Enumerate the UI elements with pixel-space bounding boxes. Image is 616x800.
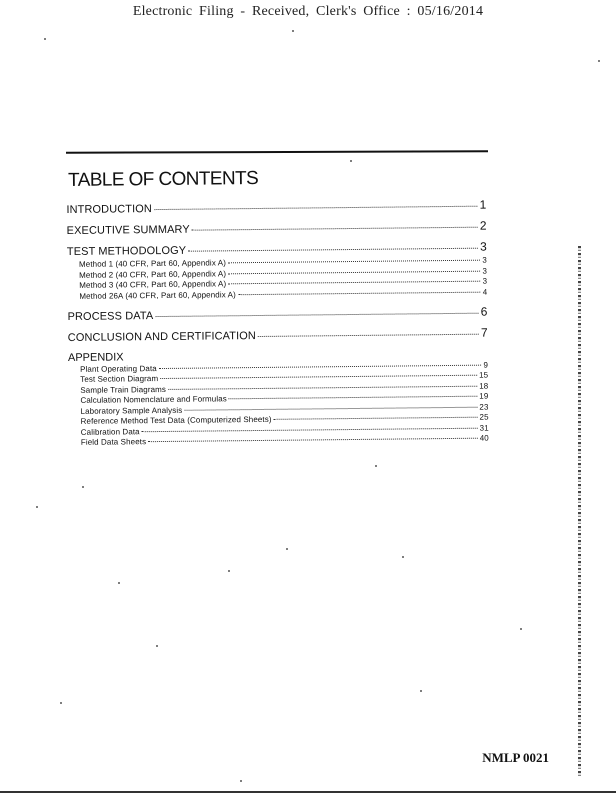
toc-subentry-page: 40 (479, 433, 489, 443)
scan-speck (520, 628, 522, 630)
dot-leader (184, 406, 477, 410)
toc-subentry-label: Method 26A (40 CFR, Part 60, Appendix A) (79, 289, 236, 301)
toc-entry-page: 3 (479, 239, 487, 254)
toc-subentry-label: Field Data Sheets (80, 437, 147, 447)
appendix-list (68, 360, 489, 447)
toc-entry-page: 7 (480, 325, 488, 340)
scan-speck (118, 582, 120, 584)
toc-subentry-page: 3 (482, 276, 488, 286)
top-rule (66, 150, 488, 153)
scan-edge-artifact (578, 246, 581, 776)
document-id: NMLP 0021 (482, 750, 549, 765)
dot-leader (154, 206, 478, 210)
toc-entry-process-data (67, 304, 487, 322)
dot-leader (159, 364, 482, 368)
toc-subentry-page: 23 (479, 402, 489, 412)
toc-entry-label: CONCLUSION AND CERTIFICATION (67, 329, 257, 344)
toc-entry-introduction (66, 198, 486, 216)
scan-speck (60, 702, 62, 704)
dot-leader (192, 227, 478, 231)
dot-leader (228, 260, 480, 264)
dot-leader (168, 385, 477, 389)
toc-entry-conclusion (68, 325, 488, 343)
toc-entry-page: 1 (479, 197, 487, 212)
scan-speck (598, 60, 600, 62)
scan-speck (350, 160, 352, 162)
scan-speck (156, 645, 158, 647)
toc-subentry-label: Sample Train Diagrams (80, 384, 167, 395)
toc-subentry-page: 3 (482, 255, 488, 265)
toc-entry-label: EXECUTIVE SUMMARY (66, 223, 190, 237)
toc-entry-label: TEST METHODOLOGY (66, 244, 187, 258)
table-of-contents (66, 166, 489, 449)
toc-subentry-label: Calculation Nomenclature and Formulas (80, 394, 227, 405)
dot-leader (142, 427, 478, 432)
toc-subentry-page: 25 (479, 412, 489, 422)
methods-list (67, 256, 487, 301)
scan-speck (286, 548, 288, 550)
dot-leader (188, 248, 478, 252)
dot-leader (274, 417, 478, 420)
toc-subentry-page: 18 (479, 381, 489, 391)
scan-speck (402, 556, 404, 558)
toc-entry-page: 2 (479, 218, 487, 233)
toc-title: TABLE OF CONTENTS (67, 167, 259, 191)
dot-leader (160, 375, 477, 379)
toc-subentry-page: 3 (482, 266, 488, 276)
scan-speck (228, 570, 230, 572)
toc-subentry-label: Calibration Data (80, 426, 140, 437)
toc-entry-executive-summary (67, 219, 487, 237)
scan-speck (375, 465, 377, 467)
toc-subentry-label: Test Section Diagram (80, 374, 159, 384)
scan-speck (240, 780, 242, 782)
dot-leader (228, 281, 480, 285)
toc-subentry-label: Laboratory Sample Analysis (80, 405, 183, 416)
dot-leader (148, 438, 478, 442)
toc-subentry-page: 9 (483, 360, 489, 370)
toc-subentry-label: Plant Operating Data (80, 363, 157, 374)
appendix-heading: APPENDIX (67, 350, 124, 364)
scan-speck (292, 30, 294, 32)
bottom-scan-line (0, 791, 616, 793)
toc-subentry-page: 15 (479, 370, 489, 380)
scan-speck (36, 506, 38, 508)
toc-subentry-page: 4 (482, 287, 488, 297)
dot-leader (258, 333, 479, 336)
toc-entry-test-methodology (67, 240, 487, 258)
toc-subentry-label: Method 3 (40 CFR, Part 60, Appendix A) (79, 279, 227, 290)
toc-subentry-label: Method 1 (40 CFR, Part 60, Appendix A) (78, 258, 227, 269)
toc-entry-label: INTRODUCTION (66, 203, 153, 216)
toc-subentry-page: 31 (479, 423, 489, 433)
dot-leader (238, 291, 481, 295)
dot-leader (228, 270, 480, 274)
toc-entry-label: PROCESS DATA (67, 309, 154, 323)
toc-subentry-label: Reference Method Test Data (Computerized Sheets) (80, 414, 272, 426)
toc-subentry-page: 19 (479, 391, 489, 401)
dot-leader (155, 312, 478, 316)
scan-speck (44, 38, 46, 40)
filing-stamp: Electronic Filing - Received, Clerk's Office : 05/16/2014 (132, 4, 484, 19)
scan-speck (82, 486, 84, 488)
toc-subentry-label: Method 2 (40 CFR, Part 60, Appendix A) (79, 268, 227, 280)
dot-leader (229, 396, 477, 400)
scan-speck (420, 690, 422, 692)
toc-entry-page: 6 (480, 304, 488, 319)
